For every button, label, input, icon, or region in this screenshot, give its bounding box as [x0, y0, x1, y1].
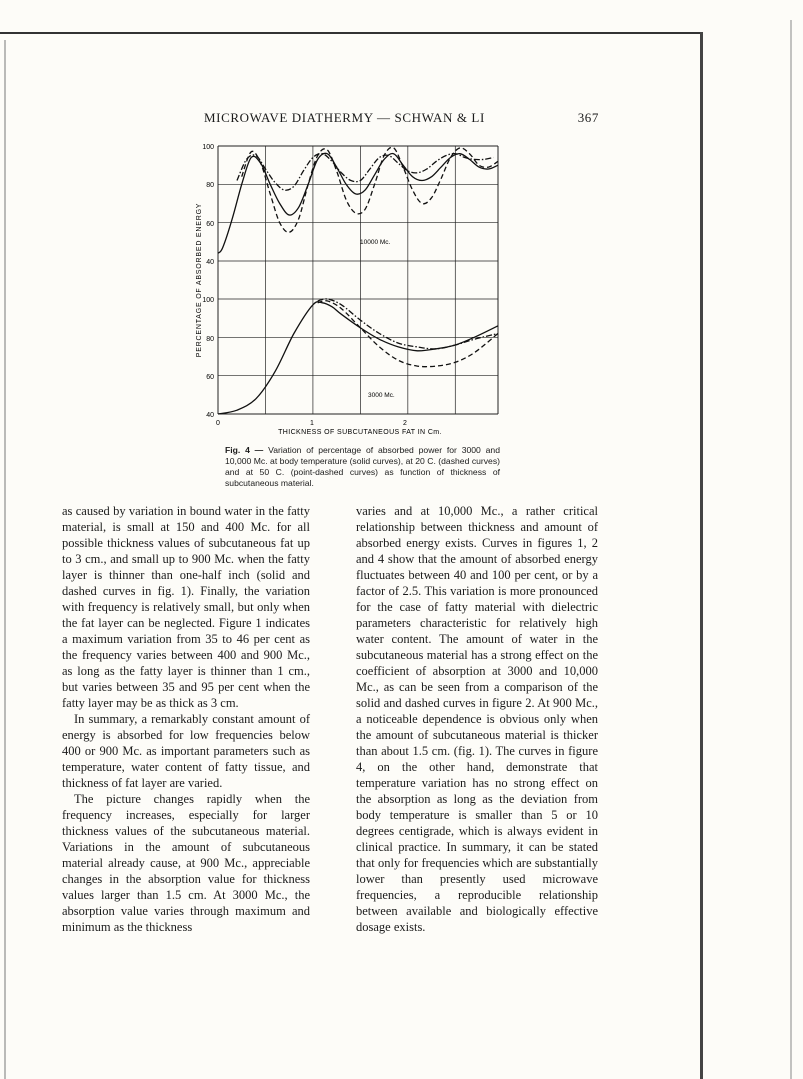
y-tick-label: 60 [206, 374, 214, 381]
x-tick-label: 0 [216, 420, 220, 427]
paragraph: In summary, a remarkably constant amount of energy is absorbed for low frequencies below 400 or 900 Mc. as important parameters such as temperature, water content of fatty tissue, and thickness of fat layer are varied. [62, 712, 310, 790]
caption-label: Fig. 4 — [225, 445, 264, 455]
y-tick-label: 100 [202, 144, 214, 151]
figure-caption [225, 445, 500, 489]
running-title: MICROWAVE DIATHERMY — SCHWAN & LI [204, 110, 485, 125]
line-chart [190, 140, 510, 440]
y-tick-label: 40 [206, 259, 214, 266]
curve-10000-solid [218, 153, 498, 253]
page-edge [0, 32, 700, 34]
paragraph: varies and at 10,000 Mc., a rather critical relationship between thickness and amount of absorbed energy exists. Curves in figures 1, 2 and 4 show that the amount of absorbed energy fluctuates between 40 and 100 per cent, or by a factor of 2.5. This variation is more pronounced for the case of fatty material with dielectric parameters characteristic for relatively high water content. The amount of water in the subcutaneous material has a strong effect on the coefficient of absorption at 3000 and 10,000 Mc., as can be seen from a comparison of the solid and dashed curves in figure 2. At 900 Mc., a noticeable dependence is obvious only when the amount of subcutaneous material is thicker than about 1.5 cm. (fig. 1). The curves in figure 4, on the other hand, demonstrate that temperature variation has no strong effect on the absorption as long as the deviation from body temperature is smaller than 5 or 10 degrees centigrade, which is always evident in clinical practice. In summary, it can be stated that only for frequencies which are substantially lower than presently used microwave frequencies, a reproducible relationship between available and biologically effective dosage exists. [356, 504, 598, 934]
y-tick-label: 60 [206, 221, 214, 228]
panel-label-10000: 10000 Mc. [360, 239, 391, 246]
page-edge [700, 32, 703, 1079]
y-tick-label: 80 [206, 336, 214, 343]
curve-10000-point-dashed [237, 154, 493, 191]
binding-edge [4, 40, 6, 1079]
caption-text: Variation of percentage of absorbed power for 3000 and 10,000 Mc. at body temperature (solid curves), at 20 C. (dashed curves) and at 50 C. (point-dashed curves) as function of thickness of subcutaneous material. [225, 445, 500, 488]
y-axis-label: PERCENTAGE OF ABSORBED ENERGY [196, 202, 203, 358]
y-tick-label: 100 [202, 297, 214, 304]
chart-grid [218, 146, 498, 414]
x-tick-label: 1 [310, 420, 314, 427]
paragraph: as caused by variation in bound water in the fatty material, is small at 150 and 400 Mc. for all possible thickness values of subcutaneous fat up to 3 cm., and small up to 900 Mc. when the fatty layer is thinner than one-half inch (solid and dashed curves in fig. 1). Finally, the variation with frequency is relatively small, but only when the fat layer can be neglected. Figure 1 indicates a maximum variation from 35 to 46 per cent as the frequency varies between 400 and 900 Mc., as long as the fatty layer is thinner than 1 cm., but varies between 35 and 95 per cent when the fatty layer may be as thick as 3 cm. [62, 504, 310, 710]
figure-4 [190, 140, 510, 440]
chart-curves [218, 147, 498, 414]
paragraph: The picture changes rapidly when the frequency increases, especially for larger thickness values of the subcutaneous material. Variations in the amount of subcutaneous material already cause, at 900 Mc., appreciable changes in the absorption value for thickness values larger than 1.5 cm. At 3000 Mc., the absorption value varies through maximum and minimum as the thickness [62, 792, 310, 934]
y-tick-label: 40 [206, 412, 214, 419]
y-tick-label: 80 [206, 182, 214, 189]
binding-edge [790, 20, 792, 1079]
x-axis-label: THICKNESS OF SUBCUTANEOUS FAT IN Cm. [278, 429, 442, 436]
curve-10000-dashed [242, 147, 498, 232]
body-column-right [356, 503, 598, 935]
x-tick-label: 2 [403, 420, 407, 427]
panel-label-3000: 3000 Mc. [368, 392, 395, 399]
body-column-left [62, 503, 310, 935]
page-number: 367 [577, 110, 599, 125]
